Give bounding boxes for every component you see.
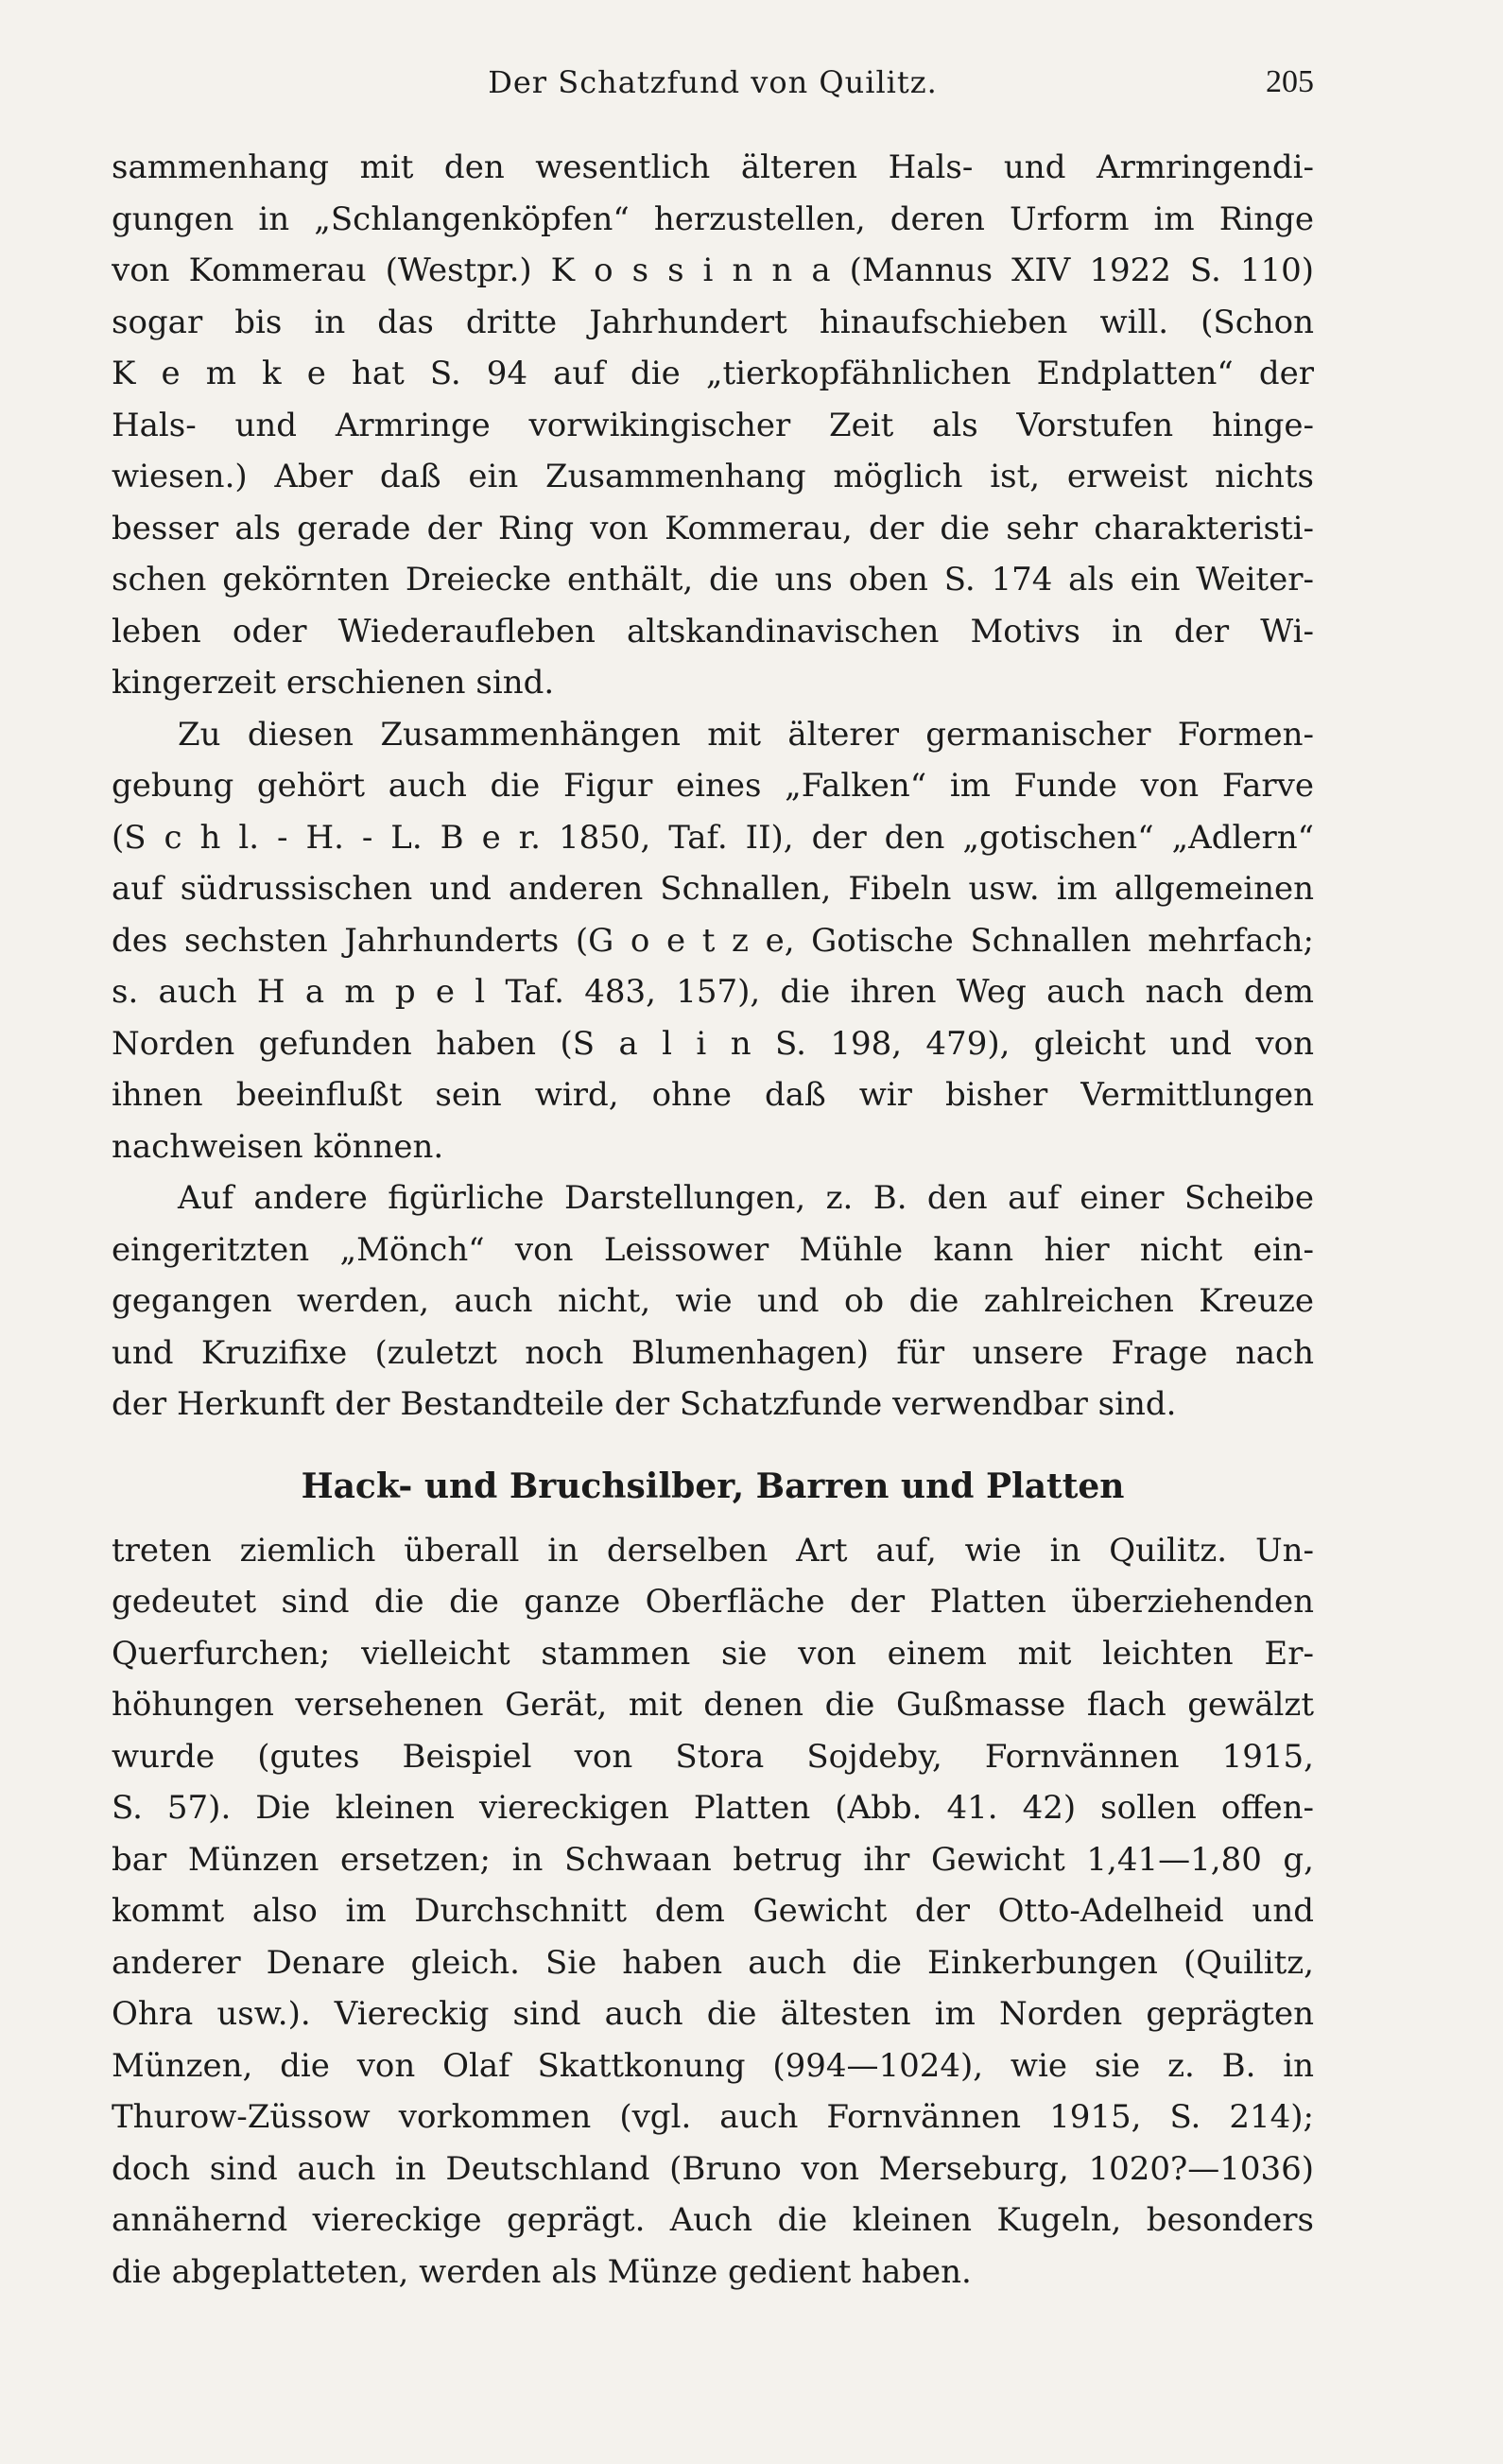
text-line: Ohra usw.). Viereckig sind auch die ältesten im Norden geprägten (112, 1995, 1314, 2033)
text-line: K e m k e hat S. 94 auf die „tierkopfähnlichen Endplatten“ der (112, 355, 1314, 392)
text-line: eingeritzten „Mönch“ von Leissower Mühle kann hier nicht ein- (112, 1230, 1314, 1269)
text-line: bar Münzen ersetzen; in Schwaan betrug ihr Gewicht 1,41—1,80 g, (112, 1840, 1314, 1879)
text-line: gebung gehört auch die Figur eines „Falken“ im Funde von Farve (112, 767, 1314, 805)
running-title: Der Schatzfund von Quilitz. (488, 64, 938, 100)
text-line: Thurow-Züssow vorkommen (vgl. auch Fornvännen 1915, S. 214); (112, 2098, 1314, 2136)
text-line: treten ziemlich überall in derselben Art auf, wie in Quilitz. Un- (112, 1531, 1314, 1570)
text-line: besser als gerade der Ring von Kommerau, der die sehr charakteristi- (112, 509, 1314, 547)
running-head (112, 64, 1314, 112)
text-line: höhungen versehenen Gerät, mit denen die Gußmasse flach gewälzt (112, 1686, 1314, 1724)
text-line: gedeutet sind die die ganze Oberfläche der Platten überziehenden (112, 1583, 1314, 1621)
text-line: s. auch H a m p e l Taf. 483, 157), die ihren Weg auch nach dem (112, 973, 1314, 1011)
text-line: S. 57). Die kleinen viereckigen Platten (Abb. 41. 42) sollen offen- (112, 1789, 1314, 1827)
text-line: ihnen beeinflußt sein wird, ohne daß wir bisher Vermittlungen (112, 1076, 1314, 1114)
page-number: 205 (1266, 64, 1314, 99)
body-text (112, 142, 1314, 2298)
text-line: des sechsten Jahrhunderts (G o e t z e, Gotische Schnallen mehrfach; (112, 921, 1314, 960)
text-line: kingerzeit erschienen sind. (112, 664, 555, 702)
text-line: Querfurchen; vielleicht stammen sie von einem mit leichten Er- (112, 1634, 1314, 1673)
text-line: Auf andere figürliche Darstellungen, z. B. den auf einer Scheibe (178, 1179, 1314, 1217)
text-line: (S c h l. - H. - L. B e r. 1850, Taf. II), der den „gotischen“ „Adlern“ (112, 818, 1314, 857)
text-line: Zu diesen Zusammenhängen mit älterer germanischer Formen- (178, 715, 1314, 754)
text-line: wiesen.) Aber daß ein Zusammenhang möglich ist, erweist nichts (112, 458, 1314, 495)
text-line: kommt also im Durchschnitt dem Gewicht der Otto-Adelheid und (112, 1892, 1314, 1930)
text-line: gungen in „Schlangenköpfen“ herzustellen, deren Urform im Ringe (112, 200, 1314, 238)
text-line: doch sind auch in Deutschland (Bruno von Merseburg, 1020?—1036) (112, 2149, 1314, 2188)
text-line: sammenhang mit den wesentlich älteren Hals- und Armringendi- (112, 148, 1314, 186)
section-paragraph (112, 1525, 1314, 2299)
paragraph-3 (112, 1172, 1314, 1431)
text-line: die abgeplatteten, werden als Münze gedient haben. (112, 2252, 972, 2291)
text-line: wurde (gutes Beispiel von Stora Sojdeby, Fornvännen 1915, (112, 1737, 1314, 1776)
text-line: von Kommerau (Westpr.) K o s s i n n a (Mannus XIV 1922 S. 110) (112, 252, 1314, 289)
section-heading: Hack- und Bruchsilber, Barren und Platten (301, 1466, 1125, 1506)
text-line: der Herkunft der Bestandteile der Schatzfunde verwendbar sind. (112, 1385, 1177, 1423)
text-line: Hals- und Armringe vorwikingischer Zeit als Vorstufen hinge- (112, 406, 1314, 444)
text-line: und Kruzifixe (zuletzt noch Blumenhagen) für unsere Frage nach (112, 1333, 1314, 1372)
text-line: leben oder Wiederaufleben altskandinavischen Motivs in der Wi- (112, 612, 1314, 651)
text-line: gegangen werden, auch nicht, wie und ob die zahlreichen Kreuze (112, 1282, 1314, 1320)
text-line: Münzen, die von Olaf Skattkonung (994—1024), wie sie z. B. in (112, 2046, 1314, 2085)
text-line: Norden gefunden haben (S a l i n S. 198, 479), gleicht und von (112, 1024, 1314, 1063)
text-line: auf südrussischen und anderen Schnallen, Fibeln usw. im allgemeinen (112, 870, 1314, 908)
text-line: anderer Denare gleich. Sie haben auch die Einkerbungen (Quilitz, (112, 1943, 1314, 1982)
text-line: schen gekörnten Dreiecke enthält, die uns oben S. 174 als ein Weiter- (112, 561, 1314, 599)
text-line: sogar bis in das dritte Jahrhundert hinaufschieben will. (Schon (112, 303, 1314, 341)
text-line: nachweisen können. (112, 1127, 444, 1166)
paragraph-2 (112, 709, 1314, 1173)
text-line: annähernd viereckige geprägt. Auch die kleinen Kugeln, besonders (112, 2201, 1314, 2239)
paragraph-1 (112, 142, 1314, 709)
